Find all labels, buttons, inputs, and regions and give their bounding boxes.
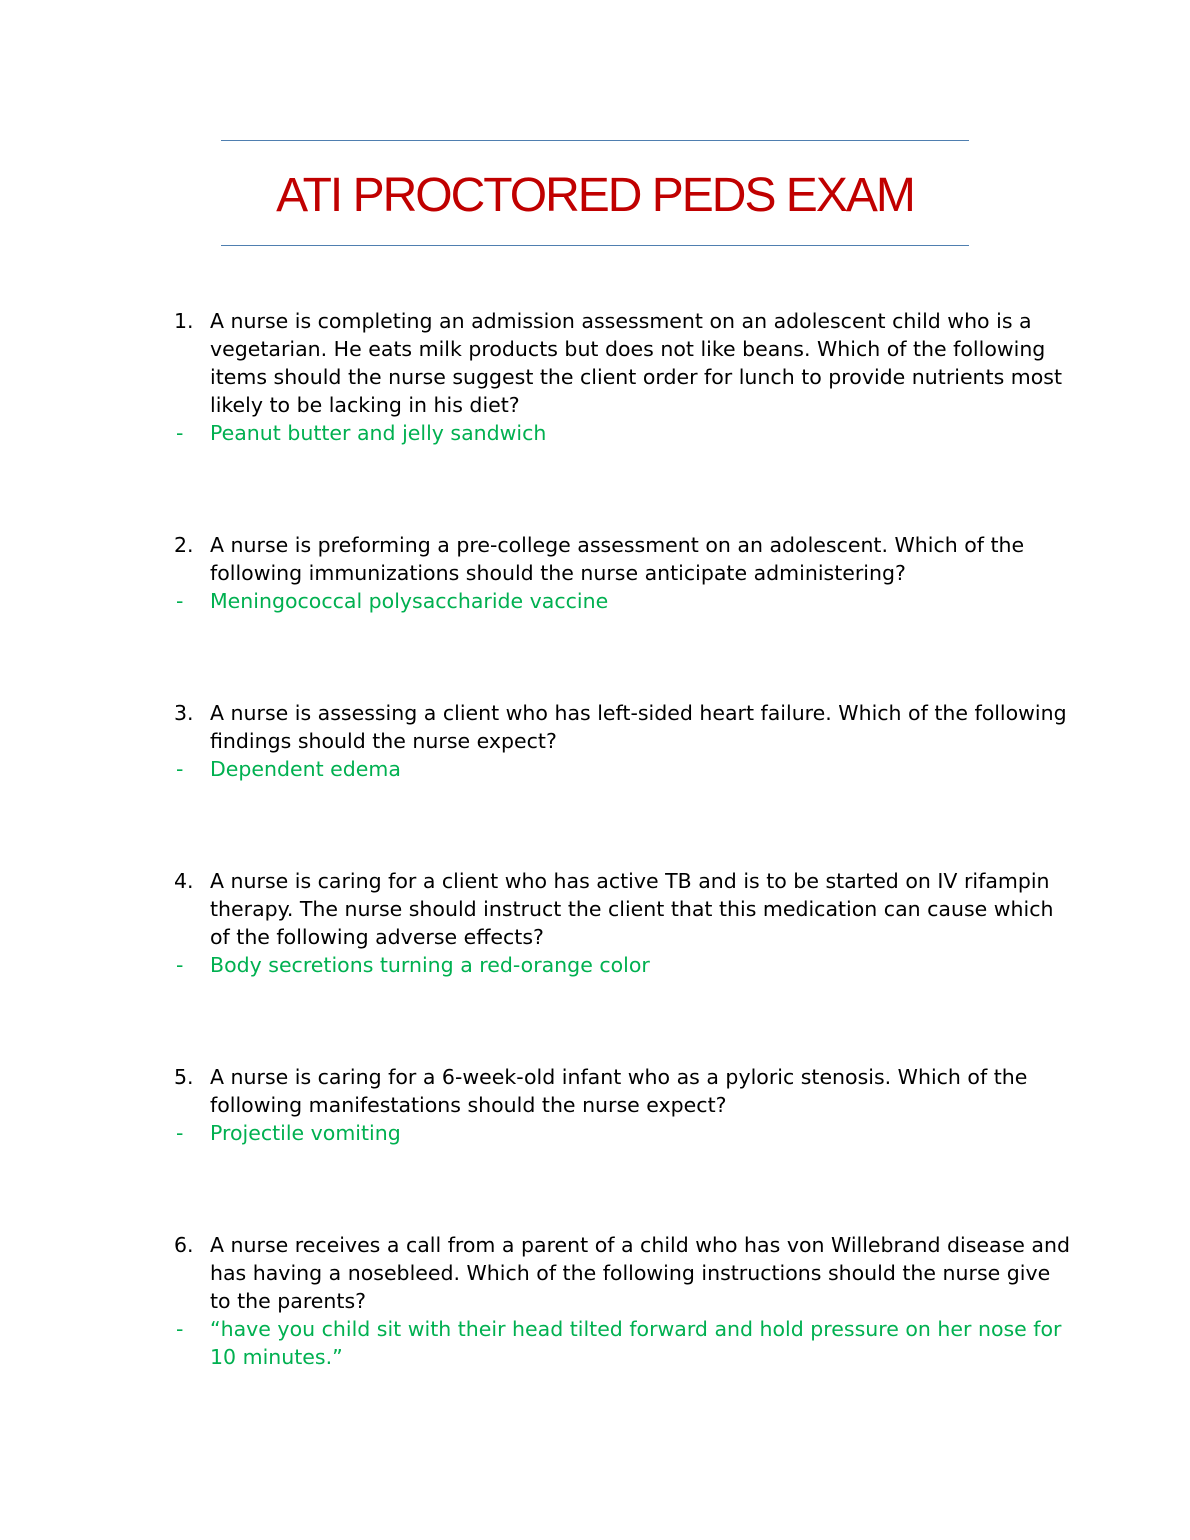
question-text: A nurse is caring for a client who has active TB and is to be started on IV rifampin therapy. The nurse should instruct the client that this medication can cause which of the following adverse effects? (210, 869, 1054, 949)
document-title: ATI PROCTORED PEDS EXAM (276, 169, 914, 222)
question-number: 2. (174, 533, 194, 557)
question-item (170, 307, 1070, 447)
answer-text: “have you child sit with their head tilted forward and hold pressure on her nose for 10 minutes.” (210, 1317, 1062, 1369)
answer-text: Dependent edema (210, 757, 401, 781)
answer-marker: - (176, 589, 184, 613)
question-text: A nurse is preforming a pre-college assessment on an adolescent. Which of the following immunizations should the nurse anticipate administering? (210, 533, 1025, 585)
answer-marker: - (176, 421, 184, 445)
question-number: 6. (174, 1233, 194, 1257)
question-text: A nurse is completing an admission assessment on an adolescent child who is a vegetarian. He eats milk products but does not like beans. Which of the following items should the nurse suggest the client order for lunch to provide nutrients most likely to be lacking in his diet? (210, 309, 1063, 417)
question-number: 1. (174, 309, 194, 333)
answer-marker: - (176, 1121, 184, 1145)
question-number: 4. (174, 869, 194, 893)
answer-text: Meningococcal polysaccharide vaccine (210, 589, 609, 613)
answer-text: Peanut butter and jelly sandwich (210, 421, 547, 445)
question-item (170, 867, 1070, 979)
question-item (170, 1063, 1070, 1147)
title-rule-bottom (221, 245, 969, 246)
question-number: 3. (174, 701, 194, 725)
answer-text: Body secretions turning a red-orange color (210, 953, 650, 977)
question-text: A nurse receives a call from a parent of a child who has von Willebrand disease and has having a nosebleed. Which of the following instructions should the nurse give to the parents? (210, 1233, 1070, 1313)
question-text: A nurse is assessing a client who has left-sided heart failure. Which of the following findings should the nurse expect? (210, 701, 1067, 753)
answer-marker: - (176, 1317, 184, 1341)
answer-marker: - (176, 757, 184, 781)
answer-marker: - (176, 953, 184, 977)
question-text: A nurse is caring for a 6-week-old infant who as a pyloric stenosis. Which of the following manifestations should the nurse expect? (210, 1065, 1028, 1117)
question-number: 5. (174, 1065, 194, 1089)
question-item (170, 531, 1070, 615)
answer-text: Projectile vomiting (210, 1121, 401, 1145)
question-item (170, 1231, 1070, 1371)
title-rule-top (221, 140, 969, 141)
question-item (170, 699, 1070, 783)
